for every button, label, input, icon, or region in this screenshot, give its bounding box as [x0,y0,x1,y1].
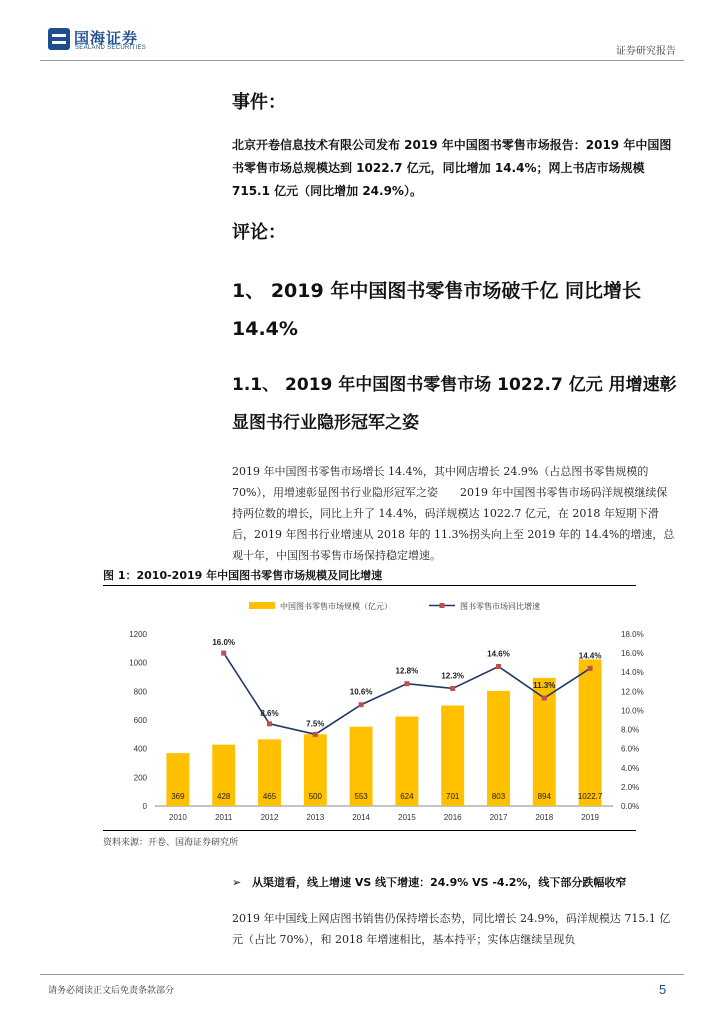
bar-value-label: 500 [308,792,322,801]
header-divider [40,60,684,61]
bar-value-label: 701 [446,792,460,801]
growth-point [267,721,272,726]
event-heading: 事件： [232,92,286,113]
chart-legend [249,601,540,611]
x-tick-label: 2018 [535,813,554,822]
market-size-chart [103,592,644,828]
x-tick-label: 2013 [306,813,325,822]
bar-value-label: 553 [354,792,368,801]
growth-point [542,696,547,701]
bar [487,691,510,806]
page-number: 5 [659,982,667,997]
growth-value-label: 14.4% [578,651,602,661]
x-tick-label: 2012 [260,813,279,822]
y-right-tick-label: 2.0% [621,782,640,792]
y-left-tick-label: 800 [133,687,147,697]
y-left-tick-label: 600 [133,716,147,725]
report-type-label: 证券研究报告 [616,46,676,57]
growth-point [450,686,455,691]
growth-point [359,702,364,707]
legend-line-marker [440,603,445,608]
chart-axes [129,630,643,822]
bar-value-label: 1022.7 [577,792,603,801]
x-tick-label: 2014 [352,813,370,822]
figure-bottom-rule [103,830,636,831]
y-right-tick-label: 14.0% [621,668,644,678]
sealand-logo-icon [48,28,70,50]
x-tick-label: 2011 [215,813,233,822]
bar-value-label: 894 [537,792,551,801]
x-tick-label: 2017 [489,813,508,822]
y-left-tick-label: 400 [133,744,147,754]
logo-subtext: SEALAND SECURITIES [75,45,147,51]
section-heading-1-1: 1.1、 2019 年中国图书零售市场 1022.7 亿元 用增速彰显图书行业隐形冠军之姿 [232,375,677,433]
y-right-tick-label: 10.0% [621,706,644,716]
growth-point [496,664,501,669]
figure-top-rule [103,585,636,586]
growth-value-label: 16.0% [212,638,236,648]
footer-disclaimer: 请务必阅读正文后免责条款部分 [48,986,175,996]
y-left-tick-label: 200 [133,773,147,783]
y-right-tick-label: 12.0% [621,687,644,697]
y-left-tick-label: 1200 [129,630,147,639]
y-right-tick-label: 16.0% [621,649,644,659]
x-tick-label: 2015 [398,813,416,822]
growth-value-label: 11.3% [533,681,556,691]
channel-bullet [232,874,682,890]
bar-value-label: 428 [217,792,231,801]
section-heading-1: 1、 2019 年中国图书零售市场破千亿 同比增长 14.4% [232,280,641,340]
growth-point [404,681,409,686]
comment-heading: 评论： [232,222,286,243]
bar-value-label: 465 [262,792,277,801]
y-right-tick-label: 0.0% [621,802,640,811]
bar-value-label: 803 [491,792,506,801]
growth-value-label: 10.6% [349,687,373,697]
y-left-tick-label: 1000 [129,658,147,668]
growth-value-label: 14.6% [487,649,510,659]
growth-value-label: 12.3% [441,671,465,681]
footer-divider [40,974,684,975]
x-tick-label: 2019 [581,813,599,822]
y-right-tick-label: 6.0% [621,744,640,754]
y-right-tick-label: 18.0% [621,630,644,639]
legend-bar-swatch [249,602,275,609]
growth-point [588,666,593,671]
body-paragraph: 2019 年中国图书零售市场增长 14.4%，其中网店增长 24.9%（占总图书零售规模的 70%），用增速彰显图书行业隐形冠军之姿 2019 年中国图书零售市场码洋规模继续保持两位数的增长，同比上升了 14.4%，码洋规模达 1022.7 亿元，在 2018 年短期下滑后，2019 年图书行业增速从 2018 年的 11.3%拐头向上至 2019 年的 14.4%的增速，总观十年，中国图书零售市场保持稳定增速。 [232,465,675,562]
y-right-tick-label: 8.0% [621,725,640,735]
growth-value-label: 8.6% [260,708,279,718]
bullet-text: 从渠道看，线上增速 VS 线下增速：24.9% VS -4.2%，线下部分跌幅收窄 [252,876,627,889]
legend-line-label: 图书零售市场同比增速 [460,602,540,611]
logo-text: 国海证券 [74,29,139,47]
y-left-tick-label: 0 [142,802,147,811]
y-right-tick-label: 4.0% [621,763,640,773]
figure-source: 资料来源：开卷、国海证券研究所 [103,838,239,848]
growth-value-label: 12.8% [395,666,419,676]
growth-point [221,651,226,656]
bar-value-label: 369 [171,792,185,801]
arrow-bullet-icon: ➢ [232,876,242,889]
event-text: 北京开卷信息技术有限公司发布 2019 年中国图书零售市场报告：2019 年中国图书零售市场总规模达到 1022.7 亿元，同比增加 14.4%；网上书店市场规模715.1 亿元（同比增加 24.9%）。 [232,138,672,198]
figure-title: 图 1：2010-2019 年中国图书零售市场规模及同比增速 [103,569,383,582]
bar-value-label: 624 [400,792,414,801]
body-paragraph-2: 2019 年中国线上网店图书销售仍保持增长态势，同比增长 24.9%，码洋规模达 715.1 亿元（占比 70%），和 2018 年增速相比，基本持平；实体店继续呈现负 [232,912,671,946]
bar [441,706,464,806]
growth-value-label: 7.5% [306,719,325,729]
x-tick-label: 2016 [443,813,462,822]
bar [579,659,602,806]
growth-point [313,732,318,737]
x-tick-label: 2010 [169,813,187,822]
legend-bar-label: 中国图书零售市场规模（亿元） [280,602,392,611]
